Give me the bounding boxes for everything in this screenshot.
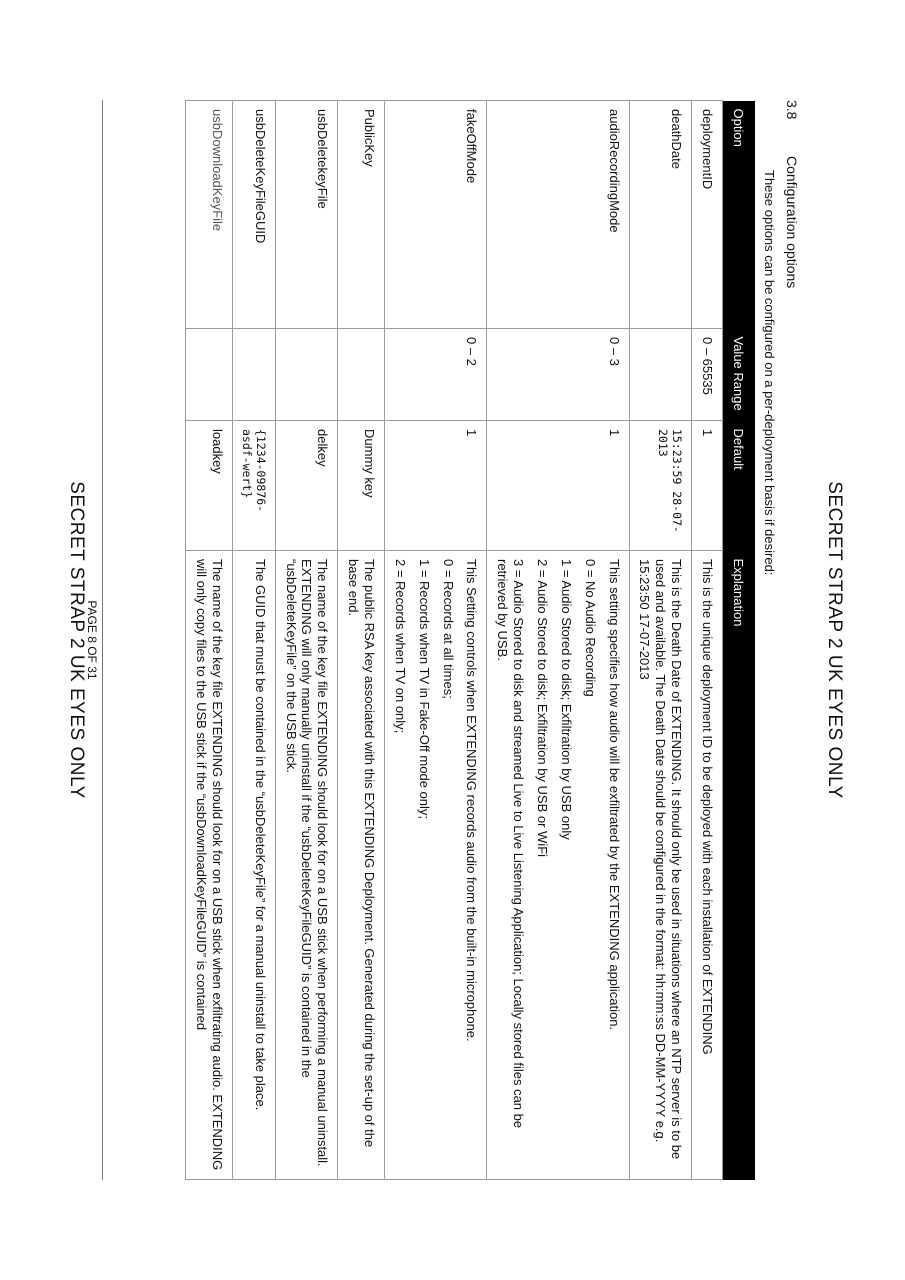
explanation-line: The name of the key file EXTENDING should look for on a USB stick when performing a manual uninstall. EXTENDING will only manually uninstall if the “usbDeleteKeyFileGUID” is contained in the “usbDeleteKeyFile” on the USB stick. [283, 559, 331, 1167]
cell-value-range [629, 329, 692, 421]
cell-explanation [692, 551, 723, 1180]
cell-explanation [275, 551, 338, 1180]
section-number: 3.8 [784, 100, 800, 120]
cell-default: 1 [692, 421, 723, 551]
explanation-line: The public RSA key associated with this EXTENDING Deployment. Generated during the set-up of the base end. [346, 559, 377, 1148]
explanation-line: 1 = Records when TV in Fake-Off mode only; [416, 559, 432, 820]
header-value-range: Value Range [723, 329, 756, 421]
cell-explanation [185, 551, 232, 1180]
explanation-line: This is the unique deployment ID to be deployed with each installation of EXTENDING [700, 559, 715, 1055]
header-default: Default [723, 421, 756, 551]
cell-option: usbDeleteKeyFileGUID [232, 101, 275, 329]
cell-default: loadkey [185, 421, 232, 551]
cell-option: deathDate [629, 101, 692, 329]
cell-value-range: 0 – 2 [384, 329, 486, 421]
cell-option: deploymentID [692, 101, 723, 329]
header-option: Option [723, 101, 756, 329]
cell-value-range [275, 329, 338, 421]
table-header-row [723, 101, 756, 1180]
cell-explanation [487, 551, 629, 1180]
page-number: PAGE 8 OF 31 [85, 600, 99, 680]
explanation-line: This Setting controls when EXTENDING records audio from the built-in microphone. [464, 559, 480, 1042]
cell-option: audioRecordingMode [487, 101, 629, 329]
bottom-divider [102, 100, 103, 1180]
cell-value-range: 0 – 3 [487, 329, 629, 421]
cell-default: delkey [275, 421, 338, 551]
explanation-line: 2 = Audio Stored to disk; Exfiltration by USB or WiFi [534, 559, 550, 858]
cell-default: Dummy key [338, 421, 385, 551]
cell-default: 1 [487, 421, 629, 551]
explanation-line: 3 = Audio Stored to disk and streamed Live to Live Listening Application; Locally stored files can be retrieved by USB. [495, 559, 527, 1129]
cell-value-range [338, 329, 385, 421]
classification-footer: SECRET STRAP 2 UK EYES ONLY [66, 481, 87, 799]
table-row [185, 101, 232, 1180]
cell-default: 1 [384, 421, 486, 551]
cell-value-range: 0 – 65535 [692, 329, 723, 421]
intro-text: These options can be configured on a per-deployment basis if desired: [762, 170, 777, 576]
cell-option: usbDeletekeyFile [275, 101, 338, 329]
explanation-line: 1 = Audio Stored to disk; Exfiltration by USB only [558, 559, 574, 840]
cell-option: PublicKey [338, 101, 385, 329]
table-body [185, 101, 722, 1180]
cell-default: 15:23:59 28-07-2013 [629, 421, 692, 551]
cell-option: fakeOffMode [384, 101, 486, 329]
explanation-line: The name of the key file EXTENDING should look for on a USB stick when exfiltrating audio. EXTENDING will only copy files to the USB stick if the “usbDownloadKeyFileGUID” is contained [193, 559, 225, 1171]
config-options-table [185, 100, 755, 1180]
table-row [692, 101, 723, 1180]
explanation-line: 2 = Records when TV on only; [392, 559, 408, 734]
cell-value-range [232, 329, 275, 421]
cell-explanation [629, 551, 692, 1180]
cell-default: {1234-09876-asdf-wert} [232, 421, 275, 551]
cell-explanation [232, 551, 275, 1180]
cell-option: usbDownloadKeyFile [185, 101, 232, 329]
table-row [232, 101, 275, 1180]
cell-value-range [185, 329, 232, 421]
table-row [487, 101, 629, 1180]
classification-header: SECRET STRAP 2 UK EYES ONLY [824, 481, 845, 799]
explanation-line: This setting specifies how audio will be exfiltrated by the EXTENDING application. [606, 559, 622, 1031]
section-heading [784, 100, 800, 288]
explanation-line: 0 = Records at all times; [440, 559, 456, 699]
explanation-line: This is the Death Date of EXTENDING. It should only be used in situations where an NTP server is to be used and available. The Death Date should be configured in the format: hh:mm:ss DD-MM-YYYY e.g. 15:23:50 17-07-2013 [637, 559, 685, 1160]
table-row [384, 101, 486, 1180]
table-row [275, 101, 338, 1180]
explanation-line: The GUID that must be contained in the “usbDeleteKeyFile” for a manual uninstall to take place. [252, 559, 268, 1111]
explanation-line: 0 = No Audio Recording [582, 559, 598, 697]
table-row [338, 101, 385, 1180]
section-title: Configuration options [784, 156, 800, 289]
cell-explanation [338, 551, 385, 1180]
table-row [629, 101, 692, 1180]
header-explanation: Explanation [723, 551, 756, 1180]
cell-explanation [384, 551, 486, 1180]
